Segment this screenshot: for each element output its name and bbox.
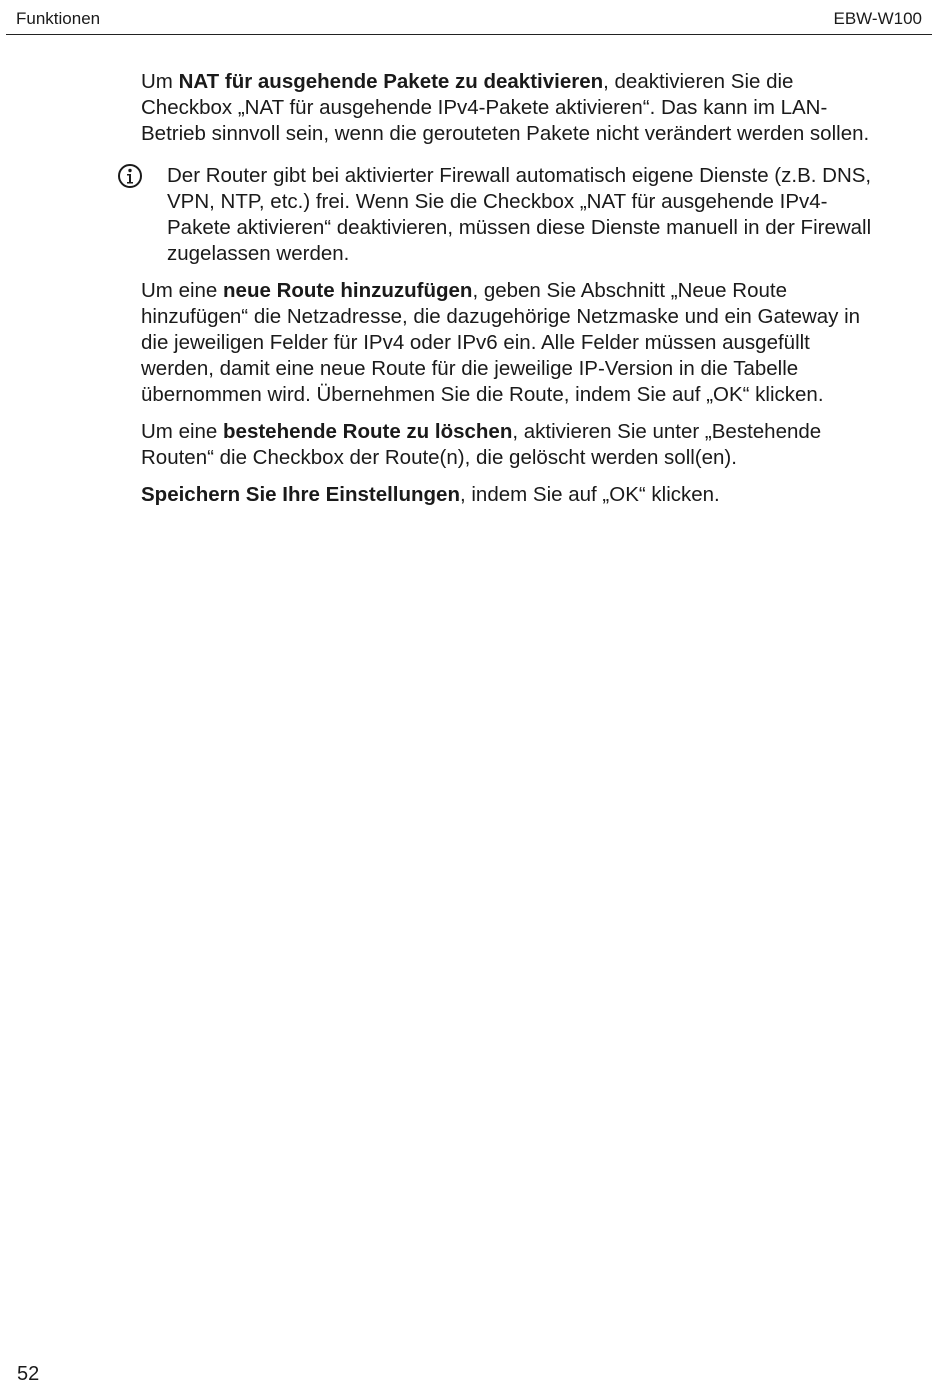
bold-nat: NAT für ausgehende Pakete zu deaktivieren [178,70,604,93]
bold-new-route: neue Route hinzuzufügen [223,279,473,302]
section-title: Funktionen [16,9,101,28]
paragraph-nat: Um NAT für ausgehende Pakete zu deaktivieren, deaktivieren Sie die Checkbox „NAT für ausgehende IPv4-Pakete aktivieren“. Das kann im LAN-Betrieb sinnvoll sein, wenn die gerouteten Pakete nicht verändert werden sollen. [141,70,870,145]
page-content [141,69,881,519]
info-note [141,163,881,267]
page-header [6,0,932,35]
page-number: 52 [17,1363,40,1385]
product-name: EBW-W100 [833,9,922,28]
paragraph-save: Speichern Sie Ihre Einstellungen, indem Sie auf „OK“ klicken. [141,483,720,506]
bold-save: Speichern Sie Ihre Einstellungen [141,483,460,506]
bold-delete-route: bestehende Route zu löschen [223,420,513,443]
info-icon [117,163,143,189]
note-text: Der Router gibt bei aktivierter Firewall automatisch eigene Dienste (z.B. DNS, VPN, NTP, etc.) frei. Wenn Sie die Checkbox „NAT für ausgehende IPv4-Pakete aktivieren“ deaktivieren, müssen diese Dienste manuell in der Firewall zugelassen werden. [167,164,872,265]
paragraph-new-route: Um eine neue Route hinzuzufügen, geben Sie Abschnitt „Neue Route hinzufügen“ die Netzadresse, die dazugehörige Netzmaske und ein Gateway in die jeweiligen Felder für IPv4 oder IPv6 ein. Alle Felder müssen ausgefüllt werden, damit eine neue Route für die jeweilige IP-Version in die Tabelle übernommen wird. Übernehmen Sie die Route, indem Sie auf „OK“ klicken. [141,279,861,406]
paragraph-delete-route: Um eine bestehende Route zu löschen, aktivieren Sie unter „Bestehende Routen“ die Checkbox der Route(n), die gelöscht werden soll(en). [141,420,822,469]
